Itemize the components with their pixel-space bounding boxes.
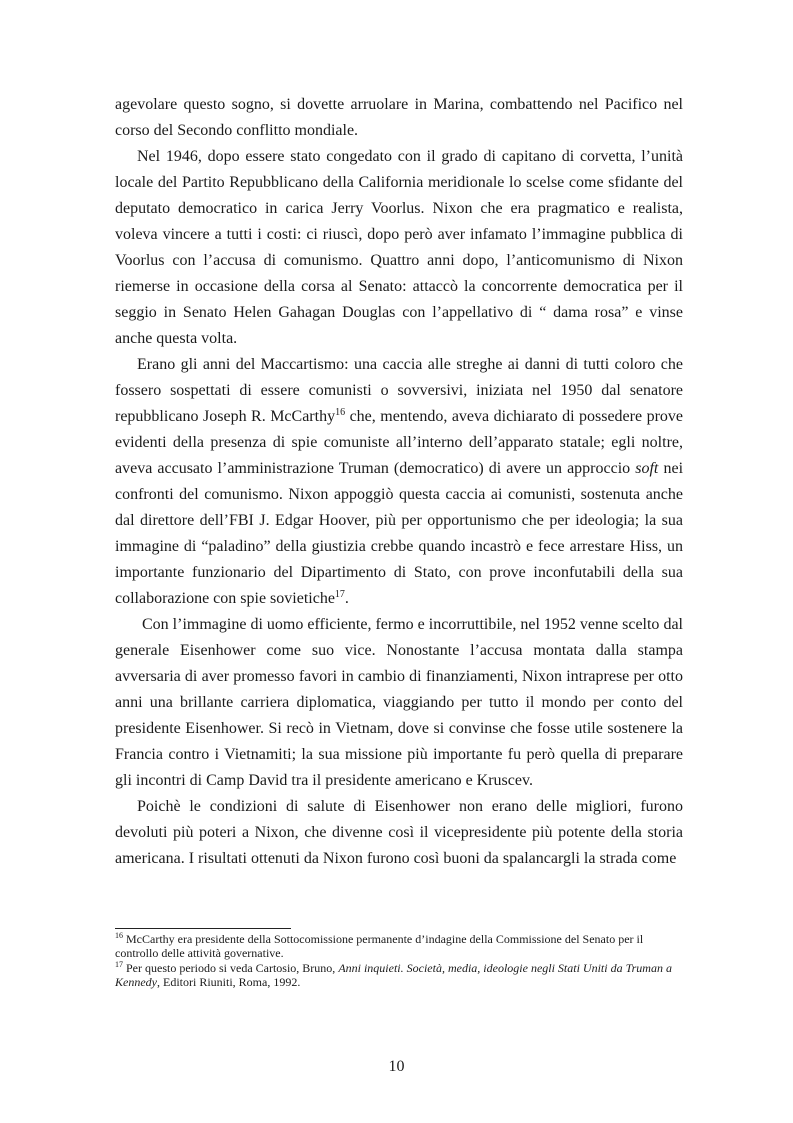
footnote-17-number: 17 (115, 960, 123, 969)
paragraph-4: Con l’immagine di uomo efficiente, fermo e incorruttibile, nel 1952 venne scelto dal generale Eisenhower come suo vice. Nonostante l’accusa montata dalla stampa avversaria di aver promesso favori in cambio di finanziamenti, Nixon intraprese per otto anni una brillante carriera diplomatica, viaggiando per tutto il mondo per conto del presidente Eisenhower. Si recò in Vietnam, dove si convinse che fosse utile sostenere la Francia contro i Vietnamiti; la sua missione più importante fu però quella di preparare gli incontri di Camp David tra il presidente americano e Kruscev. (115, 616, 683, 789)
body-text (115, 92, 683, 872)
paragraph-3-text-c: nei confronti del comunismo. Nixon appoggiò questa caccia ai comunisti, sostenuta anche dal direttore dell’FBI J. Edgar Hoover, più per opportunismo che per ideologia; la sua immagine di “paladino” della giustizia crebbe quando incastrò e fece arrestare Hiss, un importante funzionario del Dipartimento di Stato, con prove inconfutabili della sua collaborazione con spie sovietiche (115, 460, 684, 607)
footnote-17-text-a: Per questo periodo si veda Cartosio, Bruno, (123, 961, 339, 975)
paragraph-3 (115, 352, 683, 612)
footnote-ref-16: 16 (335, 407, 346, 418)
page-number: 10 (388, 1058, 405, 1075)
footnotes (115, 932, 683, 990)
paragraph-1: agevolare questo sogno, si dovette arruolare in Marina, combattendo nel Pacifico nel corso del Secondo conflitto mondiale. (115, 96, 683, 139)
paragraph-2: Nel 1946, dopo essere stato congedato con il grado di capitano di corvetta, l’unità locale del Partito Repubblicano della California meridionale lo scelse come sfidante del deputato democratico in carica Jerry Voorlus. Nixon che era pragmatico e realista, voleva vincere a tutti i costi: ci riuscì, dopo però aver infamato l’immagine pubblica di Voorlus con l’accusa di comunismo. Quattro anni dopo, l’anticomunismo di Nixon riemerse in occasione della corsa al Senato: attaccò la concorrente democratica per il seggio in Senato Helen Gahagan Douglas con l’appellativo di “ dama rosa” e vinse anche questa volta. (115, 148, 683, 347)
footnote-17-text-b: , Editori Riuniti, Roma, 1992. (156, 975, 301, 989)
footnote-17-title: Anni inquieti. Società, media, ideologie negli Stati Uniti da Truman a Kennedy (115, 961, 672, 989)
footnote-16-number: 16 (115, 931, 123, 940)
paragraph-3-text-b: che, mentendo, aveva dichiarato di possedere prove evidenti della presenza di spie comuniste all’interno dell’apparato statale; egli noltre, aveva accusato l’amministrazione Truman (democratico) di avere un approccio (115, 408, 683, 477)
paragraph-5: Poichè le condizioni di salute di Eisenhower non erano delle migliori, furono devoluti più poteri a Nixon, che divenne così il vicepresidente più potente della storia americana. I risultati ottenuti da Nixon furono così buoni da spalancargli la strada come (115, 798, 683, 867)
footnote-16 (115, 932, 683, 960)
footnote-17 (115, 961, 683, 989)
footnote-16-text: McCarthy era presidente della Sottocomissione permanente d’indagine della Commissione del Senato per il controllo delle attività governative. (115, 932, 644, 960)
footnote-ref-17: 17 (334, 589, 345, 600)
footnote-separator (115, 928, 291, 929)
paragraph-3-text-a: Erano gli anni del Maccartismo: una caccia alle streghe ai danni di tutti coloro che fossero sospettati di essere comunisti o sovversivi, iniziata nel 1950 dal senatore repubblicano Joseph R. McCarthy (115, 356, 683, 425)
italic-word: soft (635, 460, 659, 477)
paragraph-3-end: . (344, 590, 349, 607)
